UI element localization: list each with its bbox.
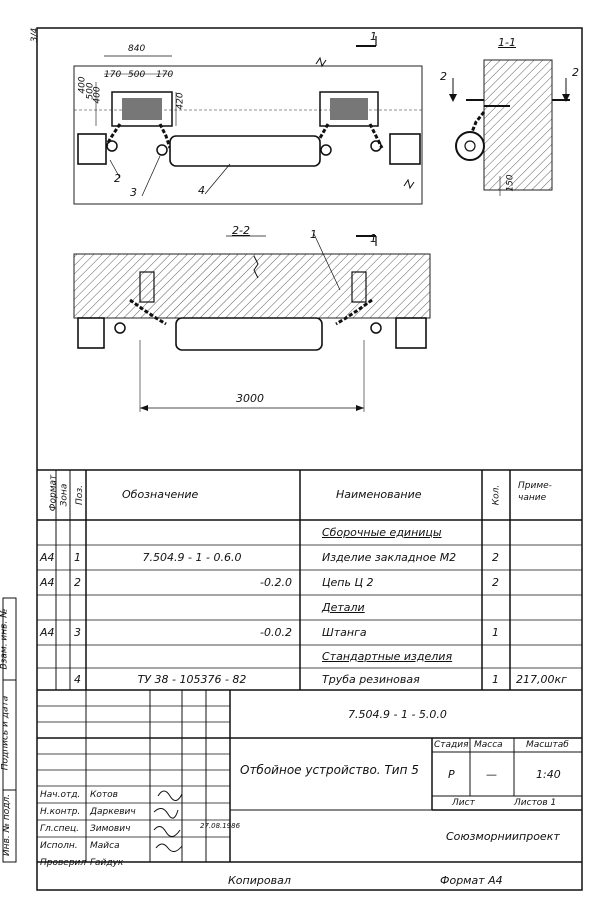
spec-cell-name: Сборочные единицы [322,526,442,539]
sheet-label: Лист [452,798,475,808]
stamp-inv: Инв. № подл. [2,793,13,857]
role-label: Гл.спец. [40,824,79,834]
section-1-1-mark-right: 2 [572,66,579,79]
header-designation: Обозначение [122,488,199,501]
callout-4: 4 [198,184,205,197]
spec-cell-qty: 2 [492,551,499,564]
spec-cell-designation: ТУ 38 - 105376 - 82 [137,673,247,686]
corner-mark: 3/4 [30,27,41,43]
header-format: Формат [48,474,59,512]
signature-marks [154,791,182,852]
dim-170b: 170 [156,70,174,80]
role-person: Майса [90,841,120,851]
spec-cell-qty: 1 [492,626,499,639]
dim-500v: 500 [85,82,96,100]
role-label: Н.контр. [40,807,81,817]
role-person: Гайдук [90,858,124,868]
sheets-label: Листов 1 [514,798,557,808]
spec-cell-format: А4 [40,576,55,589]
dim-170a: 170 [104,70,122,80]
stage-value: Р [448,768,455,781]
role-label: Нач.отд. [40,790,81,800]
callout-1: 1 [310,228,317,241]
cut-mark-top: 1 [370,30,377,43]
spec-cell-name: Детали [322,601,365,614]
date-value: 27.08.1986 [200,822,241,830]
dim-420: 420 [175,92,186,110]
mass-value: — [486,768,497,781]
spec-cell-name: Штанга [322,626,367,639]
spec-cell-pos: 4 [74,673,81,686]
role-person: Даркевич [90,807,136,817]
spec-cell-format: А4 [40,626,55,639]
footer-format: Формат А4 [440,874,503,887]
stamp-sign-date: Подпись и дата [0,695,11,771]
mass-label: Масса [474,740,503,750]
callout-3: 3 [130,186,137,199]
role-person: Котов [90,790,118,800]
spec-cell-pos: 3 [74,626,81,639]
spec-cell-designation: -0.0.2 [260,626,292,639]
dim-400v: 400 [92,86,103,104]
header-name: Наименование [336,488,422,501]
stage-label: Стадия [434,740,469,750]
header-zone: Зона [59,483,70,507]
stamp-vzam: Взам. инв. № [0,608,10,670]
section-1-1-mark-left: 2 [440,70,447,83]
dim-3000: 3000 [236,392,264,405]
scale-label: Масштаб [526,740,569,750]
role-person: Зимович [90,824,131,834]
spec-cell-qty: 1 [492,673,499,686]
scale-value: 1:40 [536,768,561,781]
spec-cell-qty: 2 [492,576,499,589]
spec-cell-designation: 7.504.9 - 1 - 0.6.0 [142,551,242,564]
header-pos: Поз. [74,485,85,505]
spec-cell-name: Стандартные изделия [322,650,453,663]
callout-2: 2 [114,172,121,185]
spec-cell-designation: -0.2.0 [260,576,292,589]
org-name: Союзморниипроект [446,830,560,843]
dim-840: 840 [128,44,146,54]
section-2-2-label: 2-2 [232,224,250,237]
spec-cell-name: Труба резиновая [322,673,420,686]
plan-view [74,36,422,246]
spec-cell-format: А4 [40,551,55,564]
doc-title: Отбойное устройство. Тип 5 [240,763,419,777]
spec-cell-pos: 1 [74,551,81,564]
spec-cell-name: Изделие закладное М2 [322,551,457,564]
dim-500: 500 [128,70,146,80]
header-qty: Кол. [491,484,502,506]
cut-mark-bottom: 1 [370,232,377,245]
section-1-1-label: 1-1 [498,36,516,49]
spec-cell-note: 217,00кг [516,673,567,686]
spec-cell-pos: 2 [74,576,81,589]
role-label: Проверил [40,858,87,868]
doc-code: 7.504.9 - 1 - 5.0.0 [348,708,447,721]
footer-copied: Копировал [228,874,291,887]
dim-150: 150 [505,174,516,192]
spec-cell-name: Цепь Ц 2 [322,576,374,589]
section-2-2 [74,234,430,412]
dim-400: 400 [77,76,88,94]
role-label: Исполн. [40,841,78,851]
header-note: Приме-чание [518,481,552,503]
